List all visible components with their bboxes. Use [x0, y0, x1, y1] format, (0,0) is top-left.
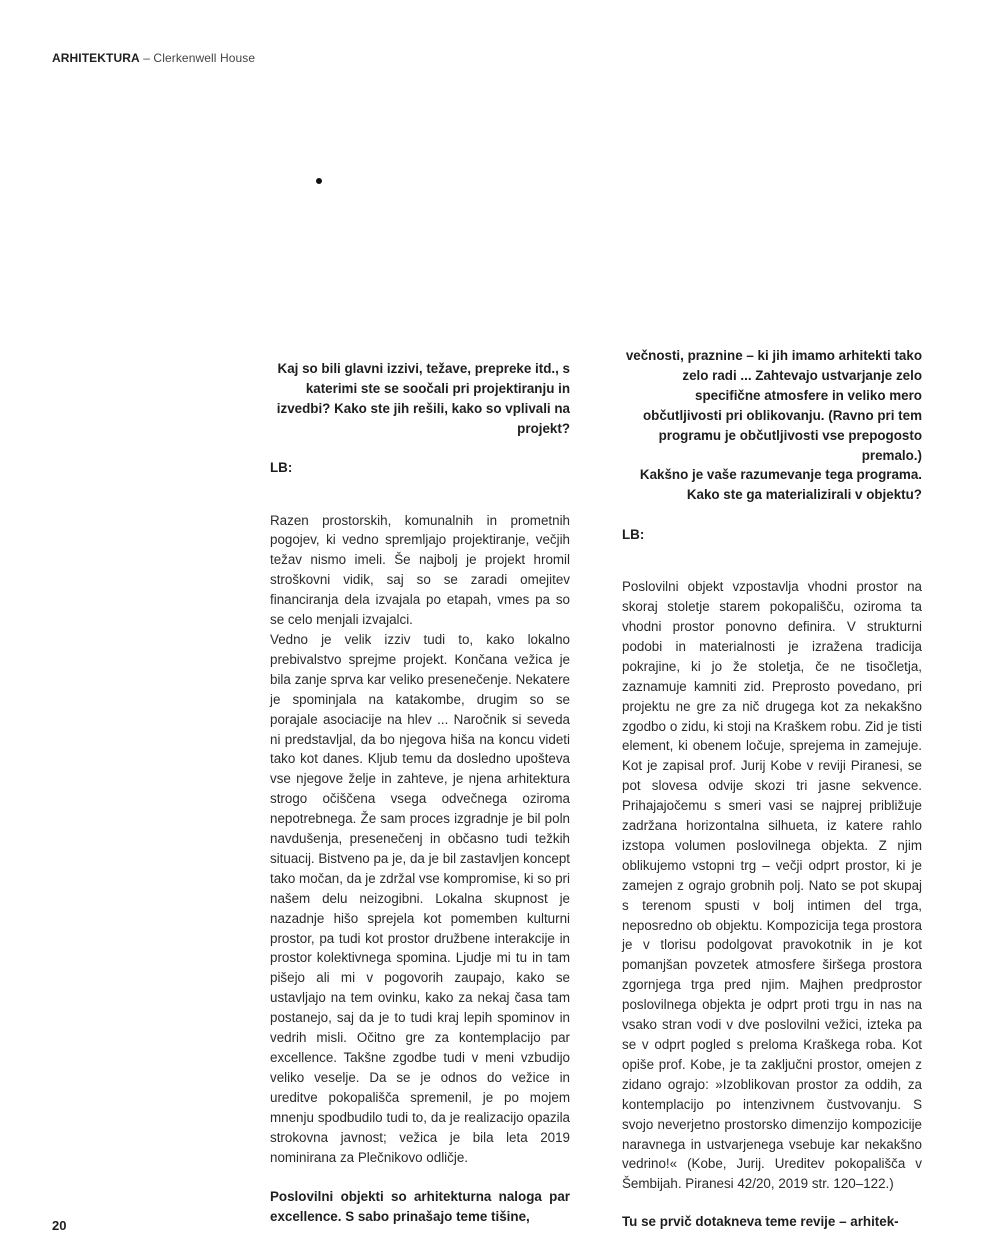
page-number: 20 [52, 1218, 67, 1233]
article-title: Clerkenwell House [153, 51, 256, 65]
answer-body [270, 511, 570, 1168]
right-column [622, 346, 922, 1232]
header-separator: – [139, 51, 154, 65]
interview-question: Kakšno je vaše razumevanje tega programa. Kako ste ga materializirali v objektu? [639, 467, 922, 503]
interview-question-continued: večnosti, praznine – ki jih imamo arhitekti tako zelo radi ... Zahtevajo ustvarjanje zelo specifične atmosfere in veliko mero občutljivosti pri oblikovanju. (Ravno pri tem programu je občutljivosti vse prepogosto premalo.) [625, 348, 922, 463]
answer-body [622, 577, 922, 1194]
section-label: ARHITEKTURA [52, 51, 140, 65]
interview-question-next: Tu se prvič dotakneva teme revije – arhitek- [622, 1214, 899, 1230]
bullet-mark [316, 178, 322, 184]
answer-paragraph: Poslovilni objekt vzpostavlja vhodni prostor na skoraj stoletje starem pokopališču, oziroma ta vhodni prostor ponovno definira. V strukturni podobi in materialnosti je izražena tradicija pokrajine, ki jo že stoletja, če ne tisočletja, zaznamuje kamniti zid. Preprosto povedano, pri projektu ne gre za nič drugega kot za nekakšno zgodbo o zidu, ki stoji na Kraškem robu. Zid je tisti element, ki obenem ločuje, sprejema in zamejuje. Kot je zapisal prof. Jurij Kobe v reviji Piranesi, se pot slovesa odvije skozi tri jasne sekvence. Prihajajočemu s smeri vasi se najprej približuje zadržana horizontalna silhueta, iz katere rahlo izstopa volumen poslovilnega objekta. Z njim oblikujemo vstopni trg – večji odprt prostor, ki je zamejen z ograjo grobnih polj. Nato se pot skupaj s terenom spusti v bolj intimen del trga, neposredno ob objektu. Kompozicija tega prostora je v tlorisu podolgovat pravokotnik in je kot pomanjšan povzetek atmosfere širšega prostora zgornjega trga pred njim. Majhen predprostor poslovilnega objekta je odprt proti trgu in nas na vsako stran vodi v dve poslovilni vežici, izteka pa se v odprt pogled s preloma Kraškega roba. Kot opiše prof. Kobe, je ta zaključni prostor, omejen z zidano ograjo: »Izoblikovan prostor za oddih, za kontemplacijo po intenzivnem čustvovanju. S svojo neverjetno prostorsko dimenzijo kompozicije naravnega in ustvarjenega vsebuje kar nekakšno vedrino!« (Kobe, Jurij. Ureditev pokopališča v Šembijah. Piranesi 42/20, 2019 str. 120–122.) [622, 579, 922, 1192]
interview-question-next: Poslovilni objekti so arhitekturna naloga par excellence. S sabo prinašajo teme tišine, [270, 1189, 570, 1225]
left-column [270, 359, 570, 1227]
speaker-label: LB: [270, 459, 293, 475]
answer-paragraph: Vedno je velik izziv tudi to, kako lokalno prebivalstvo sprejme projekt. Končana vežica je bila zanje sprva kar veliko presenečenje. Nekatere je spominjala na katakombe, drugim so se porajale asociacije na hlev ... Naročnik si seveda ni predstavljal, da bo njegova hiša na koncu videti tako kot danes. Kljub temu da dosledno upošteva vse njegove želje in zahteve, je njena arhitektura strogo očiščena vsega odvečnega oziroma nepotrebnega. Že sam proces izgradnje je bil poln navdušenja, presenečenj in občasno tudi težkih situacij. Bistveno pa je, da je bil zastavljen koncept tako močan, da je zdržal vse kompromise, ki so pri našem delu neizogibni. Lokalna skupnost je nazadnje hišo sprejela kot pomemben kulturni prostor, pa tudi kot prostor družbene interakcije in prostor kolektivnega spomina. Ljudje mi tu in tam pišejo ali mi v pogovorih zaupajo, kako se ustavljajo na tem ovinku, kako za nekaj časa tam postanejo, saj da je to tudi kraj lepih spominov in vedrih misli. Očitno gre za kontemplacijo par excellence. Takšne zgodbe tudi v meni vzbudijo veliko veselje. Da se je odnos do vežice in ureditve pokopališča spremenil, je po mojem mnenju spodbudilo tudi to, da je realizacijo opazila strokovna javnost; vežica je bila leta 2019 nominirana za Plečnikovo odličje. [270, 631, 570, 1165]
running-header [52, 51, 255, 65]
speaker-label: LB: [622, 527, 645, 543]
interview-question: Kaj so bili glavni izzivi, težave, prepreke itd., s katerimi ste se soočali pri projektiranju in izvedbi? Kako ste jih rešili, kako so vplivali na projekt? [276, 361, 570, 436]
answer-paragraph: Razen prostorskih, komunalnih in prometnih pogojev, ki vedno spremljajo projektiranje, večjih težav nismo imeli. Še najbolj je projekt hromil stroškovni vidik, saj so se zaradi omejitev financiranja dela izvajala po etapah, vmes pa so se celo menjali izvajalci. [270, 512, 570, 628]
